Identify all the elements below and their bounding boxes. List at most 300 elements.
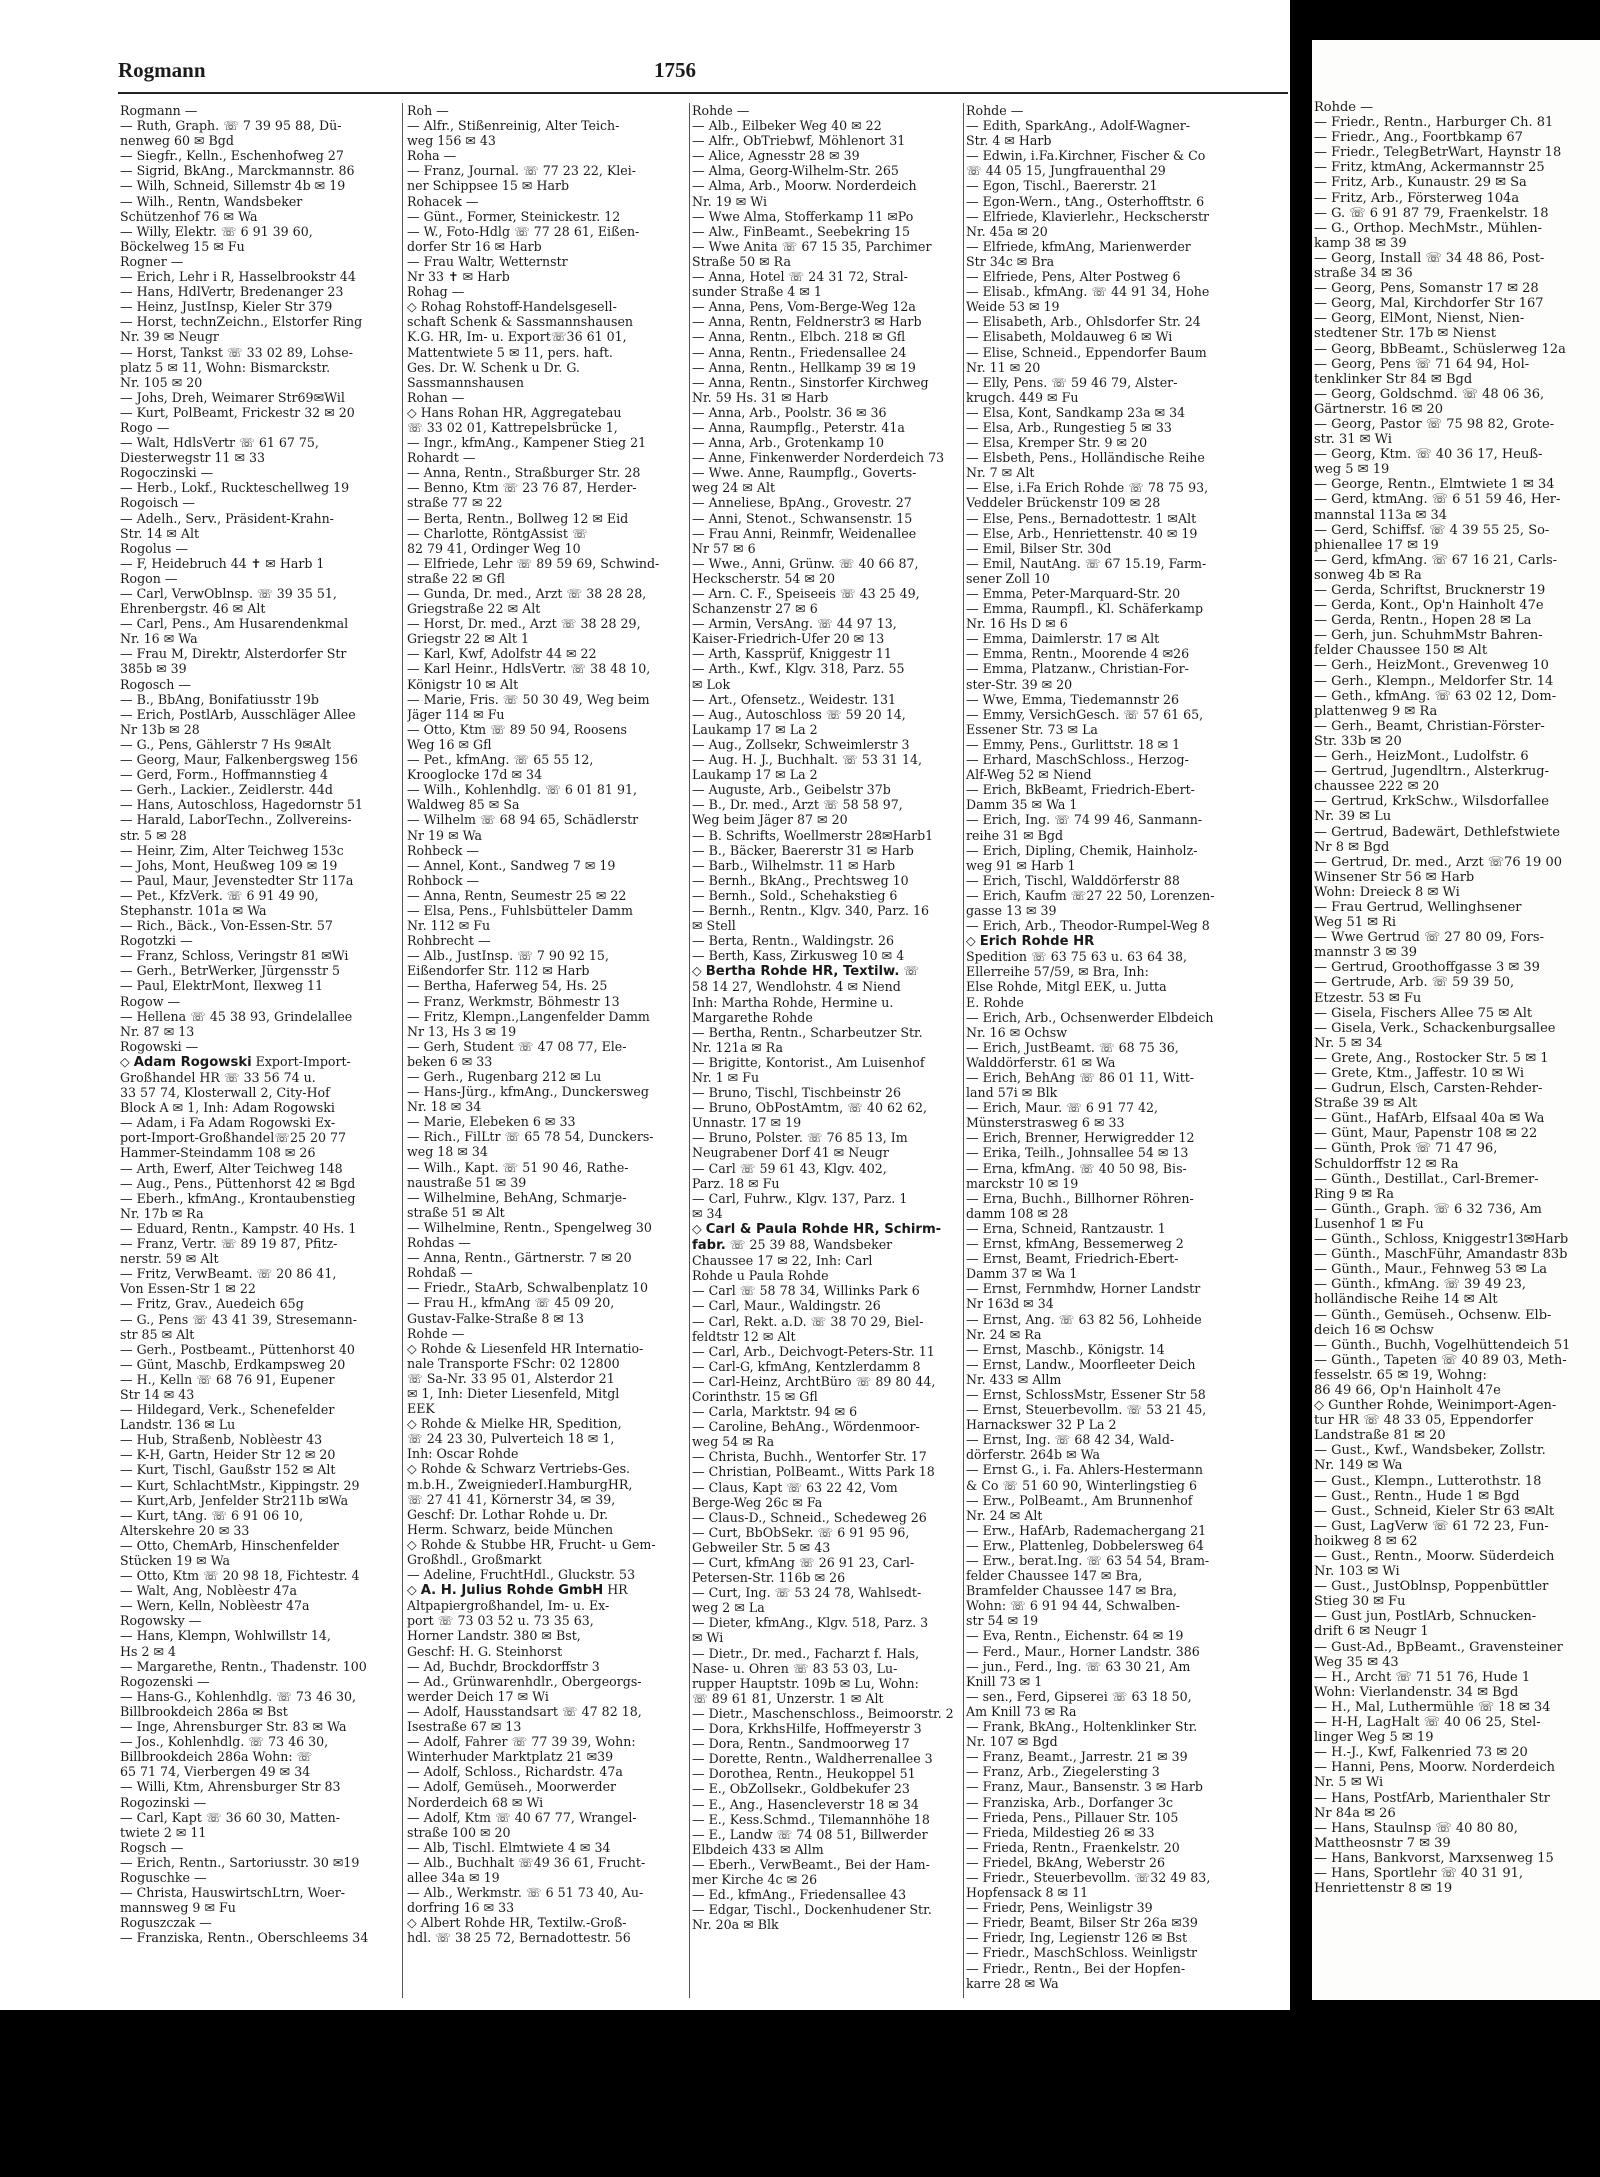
directory-entry: — Gust, LagVerw ☏ 61 72 23, Fun- [1314,1518,1549,1534]
directory-entry: — Ernst, Fernmhdw, Horner Landstr [966,1281,1201,1297]
directory-entry: — Horst, Dr. med., Arzt ☏ 38 28 29, [407,616,641,632]
directory-entry: port ☏ 73 03 52 u. 73 35 63, [407,1613,594,1629]
directory-entry: — Christa, HauswirtschLtrn, Woer- [120,1885,345,1901]
directory-entry: — George, Rentn., Elmtwiete 1 ✉ 34 [1314,477,1555,493]
directory-entry: Griegstr 22 ✉ Alt 1 [407,631,529,647]
directory-entry: deich 16 ✉ Ochsw [1314,1322,1434,1338]
directory-entry: ◇ Rohde & Liesenfeld HR Internatio- [407,1340,644,1356]
directory-entry: — Ingr., kfmAng., Kampener Stieg 21 [407,435,647,451]
directory-entry: holländische Reihe 14 ✉ Alt [1314,1292,1498,1308]
directory-entry: — Erich, Arb., Ochsenwerder Elbdeich [966,1009,1214,1025]
directory-entry: Alterskehre 20 ✉ 33 [120,1522,250,1538]
directory-entry: stedtener Str. 17b ✉ Nienst [1314,326,1496,342]
directory-entry: — G. ☏ 6 91 87 79, Fraenkelstr. 18 [1314,205,1549,221]
directory-entry: Schanzenstr 27 ✉ 6 [692,601,818,617]
directory-entry: — Friedr., MaschSchloss. Weinligstr [966,1945,1198,1961]
directory-entry: m.b.H., ZweigniederI.HamburgHR, [407,1476,633,1492]
directory-entry: Rogo — [120,419,170,435]
directory-entry: — H., Archt ☏ 71 51 76, Hude 1 [1314,1669,1531,1685]
directory-entry: ◇ Carl & Paula Rohde HR, Schirm- [692,1220,942,1237]
directory-entry: — Wilh., Kapt. ☏ 51 90 46, Rathe- [407,1159,629,1175]
directory-entry: Nr. 5 ✉ 34 [1314,1035,1383,1051]
directory-entry: kamp 38 ✉ 39 [1314,235,1407,251]
directory-entry: dorfring 16 ✉ 33 [407,1900,515,1916]
directory-entry: — Gerh., BetrWerker, Jürgensstr 5 [120,963,340,979]
directory-entry: mannstal 113a ✉ 34 [1314,507,1448,523]
directory-entry: gasse 13 ✉ 39 [966,902,1057,918]
directory-entry: 385b ✉ 39 [120,661,187,677]
directory-entry: — Günt., Former, Steinickestr. 12 [407,208,621,224]
directory-entry: — Elsa, Kont, Sandkamp 23a ✉ 34 [966,404,1186,420]
directory-entry: — Kurt, SchlachtMstr., Kippingstr. 29 [120,1477,360,1493]
directory-entry: — Wilhelmine, BehAng, Schmarje- [407,1189,627,1205]
directory-entry: — Edgar, Tischl., Dockenhudener Str. [692,1902,932,1918]
directory-entry: Rohde — [1314,100,1374,115]
directory-entry: — Erich, BehAng ☏ 86 01 11, Witt- [966,1070,1195,1085]
directory-entry: str. 5 ✉ 28 [120,827,187,843]
directory-entry: Straße 39 ✉ Alt [1314,1096,1418,1112]
directory-entry: Henriettenstr 8 ✉ 19 [1314,1881,1453,1897]
page-number: 1756 [654,58,696,82]
directory-entry: ✉ Lok [692,676,731,692]
directory-entry: — Edith, SparkAng., Adolf-Wagner- [966,118,1190,134]
directory-entry: — Alw., FinBeamt., Seebekring 15 [692,223,911,239]
directory-entry: Horner Landstr. 380 ✉ Bst, [407,1628,581,1644]
directory-entry: — Anna, Rentn., Elbch. 218 ✉ Gfl [692,329,906,345]
directory-entry: platz 5 ✉ 11, Wohn: Bismarckstr. [120,359,331,375]
directory-entry: Laukamp 17 ✉ La 2 [692,767,818,783]
directory-entry: — Erna, kfmAng. ☏ 40 50 98, Bis- [966,1160,1187,1176]
directory-entry: — Charlotte, RöntgAssist ☏ [407,525,588,541]
directory-entry: land 57i ✉ Blk [966,1085,1058,1101]
directory-entry: — Gisela, Verk., Schackenburgsallee [1314,1020,1556,1036]
directory-entry: — Günt, Maschb, Erdkampsweg 20 [120,1356,346,1372]
directory-entry: — Georg, Install ☏ 34 48 86, Post- [1314,250,1545,266]
directory-entry: Diesterwegstr 11 ✉ 33 [120,450,266,466]
directory-entry: Nr. 24 ✉ Ra [966,1326,1042,1342]
directory-entry: karre 28 ✉ Wa [966,1975,1059,1991]
directory-entry: Nr 13, Hs 3 ✉ 19 [407,1023,517,1039]
directory-entry: — Arth, Ewerf, Alter Teichweg 148 [120,1160,343,1176]
directory-entry: — Wern, Kelln, Noblèestr 47a [120,1598,310,1614]
directory-entry: 86 49 66, Op'n Hainholt 47e [1314,1382,1501,1398]
directory-entry: Rogosch — [120,676,191,692]
directory-entry: Damm 37 ✉ Wa 1 [966,1266,1078,1282]
directory-entry: — Alma, Georg-Wilhelm-Str. 265 [692,163,899,179]
directory-entry: — Pet., kfmAng. ☏ 65 55 12, [407,752,594,768]
directory-entry: Von Essen-Str 1 ✉ 22 [120,1281,256,1297]
directory-entry: — Franziska, Arb., Dorfanger 3c [966,1794,1174,1810]
directory-entry: — Benno, Ktm ☏ 23 76 87, Herder- [407,480,637,496]
directory-entry: tur HR ☏ 48 33 05, Eppendorfer [1314,1413,1534,1429]
directory-entry: — Anna, Rentn., Gärtnerstr. 7 ✉ 20 [407,1250,632,1266]
directory-entry: — Armin, VersAng. ☏ 44 97 13, [692,616,897,632]
directory-entry: — Gust jun, PostlArb, Schnucken- [1314,1609,1537,1625]
directory-entry: Rohde u Paula Rohde [692,1268,829,1284]
directory-entry: port-Import-Großhandel☏25 20 77 [120,1130,347,1146]
directory-entry: — Hans, Bankvorst, Marxsenweg 15 [1314,1850,1554,1866]
directory-entry: ☏ 89 61 81, Unzerstr. 1 ✉ Alt [692,1690,884,1706]
directory-entry: Roha — [407,148,457,164]
directory-entry: Schützenhof 76 ✉ Wa [120,208,258,224]
directory-entry: — Berta, Rentn., Bollweg 12 ✉ Eid [407,510,629,526]
directory-entry: — Fritz, Arb., Kunaustr. 29 ✉ Sa [1314,175,1527,191]
directory-entry: — H-H, LagHalt ☏ 40 06 25, Stel- [1314,1715,1541,1731]
directory-entry: — Sigrid, BkAng., Marckmannstr. 86 [120,163,355,179]
directory-entry: — Rich., FilLtr ☏ 65 78 54, Dunckers- [407,1129,654,1145]
directory-entry: Nr. 45a ✉ 20 [966,223,1048,239]
directory-entry: — Willy, Elektr. ☏ 6 91 39 60, [120,223,313,239]
directory-entry: fabr. ☏ 25 39 88, Wandsbeker [692,1237,893,1254]
directory-entry: — Günth., Buchh, Vogelhüttendeich 51 [1314,1337,1571,1353]
directory-entry: — Edwin, i.Fa.Kirchner, Fischer & Co [966,148,1206,164]
adjacent-page-column [1314,100,1592,2000]
directory-entry: — E., Kess.Schmd., Tilemannhöhe 18 [692,1811,930,1827]
directory-entry: & Co ☏ 51 60 90, Winterlingstieg 6 [966,1477,1197,1493]
directory-entry: — Anneliese, BpAng., Grovestr. 27 [692,495,912,511]
directory-entry: — Wilh, Schneid, Sillemstr 4b ✉ 19 [120,178,346,194]
directory-entry: — Emma, Raumpfl., Kl. Schäferkamp [966,601,1204,617]
directory-entry: feldtstr 12 ✉ Alt [692,1328,796,1344]
directory-entry: Veddeler Brückenstr 109 ✉ 28 [966,495,1161,511]
directory-entry: ☏ 44 05 15, Jungfrauenthal 29 [966,163,1166,179]
directory-entry: — Friedr., Ang., Foortbkamp 67 [1314,130,1523,146]
directory-entry: Hs 2 ✉ 4 [120,1643,177,1659]
directory-entry: — Gerd, Schiffsf. ☏ 4 39 55 25, So- [1314,522,1550,538]
directory-entry: — Elsa, Pens., Fuhlsbütteler Damm [407,902,633,918]
directory-entry: — Adolf, Gemüseh., Moorwerder [407,1779,617,1795]
directory-entry: — Friedr., StaArb, Schwalbenplatz 10 [407,1280,648,1296]
directory-entry: Bramfelder Chaussee 147 ✉ Bra, [966,1583,1177,1599]
directory-entry: — Anna, Rentn, Feldnerstr3 ✉ Harb [692,314,922,330]
directory-entry: Etzestr. 53 ✉ Fu [1314,990,1422,1006]
directory-entry: Herm. Schwarz, beide München [407,1521,614,1537]
directory-entry: — Erw., PolBeamt., Am Brunnenhof [966,1492,1193,1508]
directory-entry: — Elisab., kfmAng. ☏ 44 91 34, Hohe [966,284,1210,300]
directory-entry: — Arth., Kwf., Klgv. 318, Parz. 55 [692,661,905,677]
directory-entry: linger Weg 5 ✉ 19 [1314,1730,1434,1746]
directory-entry: — Günth., kfmAng. ☏ 39 49 23, [1314,1277,1527,1293]
directory-entry: Geschf: H. G. Steinhorst [407,1643,563,1659]
directory-entry: Wohn: Dreieck 8 ✉ Wi [1314,884,1460,900]
directory-entry: Knill 73 ✉ 1 [966,1673,1043,1689]
directory-entry: Griegstraße 22 ✉ Alt [407,601,541,617]
directory-entry: Ges. Dr. W. Schenk u Dr. G. [407,359,580,375]
directory-entry: — Otto, Ktm ☏ 20 98 18, Fichtestr. 4 [120,1568,360,1584]
directory-entry: — Hans-G., Kohlenhdlg. ☏ 73 46 30, [120,1688,356,1704]
directory-entry: — Gerh., Postbeamt., Püttenhorst 40 [120,1341,355,1357]
directory-entry: — jun., Ferd., Ing. ☏ 63 30 21, Am [966,1658,1191,1674]
directory-entry: — Gerda, Kont., Op'n Hainholt 47e [1314,598,1544,614]
directory-entry: — Georg, Maur, Falkenbergsweg 156 [120,752,358,768]
directory-entry: — Elfriede, Pens, Alter Postweg 6 [966,269,1181,285]
directory-entry: — Rich., Bäck., Von-Essen-Str. 57 [120,918,333,934]
directory-entry: — Emil, Bilser Str. 30d [966,540,1112,556]
directory-entry: — Ernst, Ing. ☏ 68 42 34, Wald- [966,1432,1175,1448]
directory-entry: — Siegfr., Kelln., Eschenhofweg 27 [120,148,344,164]
directory-entry: — Günth, Prok ☏ 71 47 96, [1314,1141,1498,1157]
directory-entry: Gärtnerstr. 16 ✉ 20 [1314,401,1444,417]
directory-entry: Roguszczak — [120,1915,212,1931]
directory-entry: Geschf: Dr. Lothar Rohde u. Dr. [407,1506,608,1522]
directory-entry: — Gertrud, KrkSchw., Wilsdorfallee [1314,794,1549,810]
directory-entry: — Erw., Plattenleg, Dobbelersweg 64 [966,1537,1204,1553]
directory-entry: — Adeline, FruchtHdl., Gluckstr. 53 [407,1567,636,1583]
directory-entry: — Alice, Agnesstr 28 ✉ 39 [692,148,860,164]
directory-entry: Winsener Str 56 ✉ Harb [1314,869,1475,885]
directory-entry: — Elfriede, Klavierlehr., Heckscherstr [966,208,1210,224]
directory-entry: ◇ Bertha Rohde HR, Textilw. ☏ [692,963,920,980]
directory-entry: — E., Ang., Hasencleverstr 18 ✉ 34 [692,1796,919,1812]
directory-entry: Str. 4 ✉ Harb [966,133,1052,149]
directory-entry: — Franz, Schloss, Veringstr 81 ✉Wi [120,948,349,964]
directory-entry: Nr. 121a ✉ Ra [692,1039,784,1055]
directory-entry: Landstr. 136 ✉ Lu [120,1417,236,1433]
directory-entry: Nr. 103 ✉ Wi [1314,1564,1400,1580]
directory-entry: — Walt, Ang, Noblèestr 47a [120,1583,298,1599]
directory-entry: str 85 ✉ Alt [120,1326,195,1342]
directory-entry: Hopfensack 8 ✉ 11 [966,1885,1089,1901]
directory-entry: — Erich, Lehr i R, Hasselbrookstr 44 [120,269,356,285]
directory-entry: — Ed., kfmAng., Friedensallee 43 [692,1887,907,1903]
directory-entry: Nr. 112 ✉ Fu [407,918,491,934]
directory-entry: — Anna, Rentn., Sinstorfer Kirchweg [692,374,929,390]
directory-entry: chaussee 222 ✉ 20 [1314,779,1440,795]
directory-entry: — Erich, Kaufm ☏27 22 50, Lorenzen- [966,887,1215,903]
directory-entry: — Anna, Rentn., Hellkamp 39 ✉ 19 [692,359,916,375]
directory-entry: — Georg, Goldschmd. ☏ 48 06 36, [1314,386,1545,402]
directory-entry: — Franz, Vertr. ☏ 89 19 87, Pfitz- [120,1236,338,1252]
directory-entry: — Eva, Rentn., Eichenstr. 64 ✉ 19 [966,1628,1184,1644]
directory-entry: — Bertha, Haferweg 54, Hs. 25 [407,978,608,994]
directory-entry: — Wilh., Rentn, Wandsbeker [120,193,303,209]
directory-entry: — Gust., Klempn., Lutterothstr. 18 [1314,1473,1542,1489]
directory-entry: — Dorette, Rentn., Waldherrenallee 3 [692,1751,933,1767]
directory-entry: — Art., Ofensetz., Weidestr. 131 [692,691,897,707]
directory-entry: — Gust., Rentn., Hude 1 ✉ Bgd [1314,1488,1520,1504]
header-rule [118,92,1288,94]
directory-entry: — Aug. H. J., Buchhalt. ☏ 53 31 14, [692,752,923,768]
directory-entry: — Friedr., Rentn., Harburger Ch. 81 [1314,115,1554,131]
directory-entry: — Eduard, Rentn., Kampstr. 40 Hs. 1 [120,1220,357,1236]
directory-entry: — Anna, Rentn, Seumestr 25 ✉ 22 [407,887,627,903]
directory-entry: — Gerh, jun. SchuhmMstr Bahren- [1314,628,1543,644]
directory-entry: — Johs, Dreh, Weimarer Str69✉Wil [120,389,345,405]
directory-entry: — Alfr., ObTriebwf, Möhlenort 31 [692,133,906,149]
directory-entry: hoikweg 8 ✉ 62 [1314,1533,1418,1549]
directory-entry: Billbrookdeich 286a Wohn: ☏ [120,1749,313,1765]
directory-entry: — Erich, Arb., Theodor-Rumpel-Weg 8 [966,918,1210,934]
directory-entry: ✉ 34 [692,1205,723,1221]
directory-entry: — Ernst, Landw., Moorfleeter Deich [966,1356,1196,1372]
directory-entry: Nr. 149 ✉ Wa [1314,1458,1403,1474]
directory-entry: naustraße 51 ✉ 39 [407,1174,527,1190]
directory-entry: — Ernst, Maschb., Königstr. 14 [966,1341,1165,1357]
directory-entry: — Friedr., Rentn., Bei der Hopfen- [966,1960,1186,1976]
directory-entry: Rogsch — [120,1839,184,1855]
directory-entry: — Adolf, Schloss., Richardstr. 47a [407,1764,623,1780]
directory-entry: — Anne, Finkenwerder Norderdeich 73 [692,450,945,466]
directory-entry: — Carl, Kapt ☏ 36 60 30, Matten- [120,1809,341,1825]
directory-entry: — Paul, Maur, Jevenstedter Str 117a [120,872,354,888]
directory-entry: Isestraße 67 ✉ 13 [407,1719,522,1735]
directory-entry: — Carl, Maur., Waldingstr. 26 [692,1298,881,1314]
directory-entry: Str. 33b ✉ 20 [1314,733,1402,749]
directory-entry: Altpapiergroßhandel, Im- u. Ex- [407,1598,610,1614]
directory-entry: — Wwe Gertrud ☏ 27 80 09, Fors- [1314,930,1544,946]
directory-entry: Damm 35 ✉ Wa 1 [966,797,1078,813]
directory-entry: — Bernh., Sold., Schehakstieg 6 [692,887,898,903]
directory-entry: — Ernst, Steuerbevollm. ☏ 53 21 45, [966,1402,1207,1418]
directory-entry: — Gerh., HeizMont., Ludolfstr. 6 [1314,749,1529,765]
directory-entry: Rogoczinski — [120,465,214,481]
directory-entry: schaft Schenk & Sassmannshausen [407,314,634,330]
directory-entry: — Friedr, Beamt, Bilser Str 26a ✉39 [966,1915,1198,1931]
directory-entry: — E., ObZollsekr., Goldbekufer 23 [692,1781,910,1797]
directory-entry: — sen., Ferd, Gipserei ☏ 63 18 50, [966,1688,1192,1704]
directory-entry: — Wilh., Kohlenhdlg. ☏ 6 01 81 91, [407,782,637,798]
directory-entry: Nr. 107 ✉ Bgd [966,1734,1058,1750]
directory-entry: Nr. 105 ✉ 20 [120,374,203,390]
directory-entry: — Christa, Buchh., Wentorfer Str. 17 [692,1449,927,1465]
directory-entry: — Elise, Schneid., Eppendorfer Baum [966,344,1207,360]
column-divider [689,103,690,1998]
directory-entry: Nr. 7 ✉ Alt [966,465,1035,481]
directory-entry: — Alb, Tischl. Elmtwiete 4 ✉ 34 [407,1839,611,1855]
directory-entry: — Johs, Mont, Heußweg 109 ✉ 19 [120,857,338,873]
directory-entry: — Erich, Ing. ☏ 74 99 46, Sanmann- [966,812,1203,828]
directory-entry: krugch. 449 ✉ Fu [966,389,1079,405]
directory-entry: mannstr 3 ✉ 39 [1314,945,1418,961]
directory-entry: — Fritz, Klempn.,Langenfelder Damm [407,1008,650,1024]
page-header [118,58,1288,84]
directory-entry: Waldweg 85 ✉ Sa [407,797,520,813]
directory-entry: — Emmy, Pens., Gurlittstr. 18 ✉ 1 [966,736,1181,752]
directory-entry: — Berta, Rentn., Waldingstr. 26 [692,933,894,949]
directory-entry: — Carl, Pens., Am Husarendenkmal [120,616,349,632]
directory-entry: — Adolf, Fahrer ☏ 77 39 39, Wohn: [407,1734,636,1750]
directory-entry: — Bertha, Rentn., Scharbeutzer Str. [692,1024,923,1040]
directory-entry: — Paul, ElektrMont, Ilexweg 11 [120,978,324,994]
directory-entry: Billbrookdeich 286a ✉ Bst [120,1703,288,1719]
directory-entry: — Hans-Jürg., kfmAng., Dunckersweg [407,1084,649,1100]
directory-entry: — Christian, PolBeamt., Witts Park 18 [692,1464,935,1480]
directory-entry: Rogmann — [120,103,198,118]
directory-column-3 [692,103,978,2003]
directory-entry: weg 2 ✉ La [692,1600,765,1616]
directory-entry: — Erich, PostlArb, Ausschläger Allee [120,706,356,722]
directory-entry: allee 34a ✉ 19 [407,1869,500,1885]
directory-entry: — Frau H., kfmAng ☏ 45 09 20, [407,1295,615,1311]
directory-entry: — Anna, Arb., Grotenkamp 10 [692,435,885,451]
directory-entry: — Günth., Graph. ☏ 6 32 736, Am [1314,1201,1542,1217]
directory-entry: — Caroline, BehAng., Wördenmoor- [692,1419,920,1435]
directory-entry: Nr. 16 ✉ Ochsw [966,1024,1067,1040]
directory-entry: — Dorothea, Rentn., Heukoppel 51 [692,1766,916,1782]
directory-entry: Weide 53 ✉ 19 [966,299,1060,315]
directory-entry: dörferstr. 264b ✉ Wa [966,1447,1100,1463]
directory-entry: Unnastr. 17 ✉ 19 [692,1115,802,1131]
directory-entry: 82 79 41, Ordinger Weg 10 [407,540,581,556]
directory-entry: — Alb., Werkmstr. ☏ 6 51 73 40, Au- [407,1885,644,1901]
directory-entry: — Gudrun, Elsch, Carsten-Rehder- [1314,1081,1543,1097]
directory-entry: — Anna, Rentn., Friedensallee 24 [692,344,907,360]
directory-entry: — Carl ☏ 58 78 34, Willinks Park 6 [692,1283,920,1299]
directory-entry: Rogner — [120,253,184,269]
directory-entry: — H., Mal, Luthermühle ☏ 18 ✉ 34 [1314,1699,1551,1715]
directory-entry: — Ad, Buchdr, Brockdorffstr 3 [407,1658,600,1674]
directory-entry: — Karl Heinr., HdlsVertr. ☏ 38 48 10, [407,661,651,677]
directory-entry: straße 34 ✉ 36 [1314,266,1413,282]
directory-entry: — Karl, Kwf, Adolfstr 44 ✉ 22 [407,646,597,662]
directory-entry: 65 71 74, Vierbergen 49 ✉ 34 [120,1764,311,1780]
directory-entry: — Gertrud, Dr. med., Arzt ☏76 19 00 [1314,854,1562,870]
directory-entry: — Curt, BbObSekr. ☏ 6 91 95 96, [692,1524,910,1540]
directory-entry: fesselstr. 65 ✉ 19, Wohng: [1314,1367,1487,1383]
directory-entry: Heckscherstr. 54 ✉ 20 [692,570,835,586]
directory-entry: nenweg 60 ✉ Bgd [120,133,234,149]
directory-entry: — Franziska, Rentn., Oberschleems 34 [120,1930,369,1946]
directory-entry: — Frank, BkAng., Holtenklinker Str. [966,1719,1198,1735]
directory-entry: rupper Hauptstr. 109b ✉ Lu, Wohn: [692,1675,919,1691]
directory-entry: ◇ Albert Rohde HR, Textilw.-Groß- [407,1915,627,1931]
directory-entry: ✉ 1, Inh: Dieter Liesenfeld, Mitgl [407,1385,620,1401]
directory-entry: Rohde — [692,103,750,118]
directory-entry: — Egon-Wern., tAng., Osterhofftstr. 6 [966,193,1205,209]
directory-entry: — Barb., Wilhelmstr. 11 ✉ Harb [692,857,896,873]
directory-entry: Block A ✉ 1, Inh: Adam Rogowski [120,1100,335,1116]
directory-entry: — Curt, kfmAng ☏ 26 91 23, Carl- [692,1555,915,1570]
directory-entry: — Berth, Kass, Zirkusweg 10 ✉ 4 [692,948,905,964]
directory-entry: Stücken 19 ✉ Wa [120,1553,230,1568]
directory-entry: — Aug., Zollsekr, Schweimlerstr 3 [692,736,910,752]
directory-entry: — Adelh., Serv., Präsident-Krahn- [120,510,334,526]
directory-entry: str. 31 ✉ Wi [1314,432,1392,448]
directory-entry: Nr. 39 ✉ Neugr [120,329,219,345]
directory-entry: — Bruno, Tischl, Tischbeinstr 26 [692,1085,902,1101]
directory-entry: Weg 16 ✉ Gfl [407,736,492,752]
directory-entry: ster-Str. 39 ✉ 20 [966,676,1073,692]
directory-entry: — G., Orthop. MechMstr., Mühlen- [1314,220,1543,236]
directory-column-4 [966,103,1252,2003]
directory-entry: — Gust., Rentn., Moorw. Süderdeich [1314,1549,1555,1564]
directory-entry: ✉ Stell [692,918,736,934]
directory-entry: Rohde — [966,103,1024,118]
column-divider [402,103,403,1998]
directory-entry: — F, Heidebruch 44 ✝ ✉ Harb 1 [120,555,325,571]
directory-entry: — Else, Pens., Bernadottestr. 1 ✉Alt [966,510,1197,526]
directory-entry: — Günt, Maur, Papenstr 108 ✉ 22 [1314,1126,1538,1142]
directory-entry: — Gisela, Fischers Allee 75 ✉ Alt [1314,1005,1533,1021]
directory-entry: Krooglocke 17d ✉ 34 [407,767,543,783]
directory-entry: — Friedel, BkAng, Weberstr 26 [966,1854,1166,1870]
directory-entry: — Elsa, Arb., Rungestieg 5 ✉ 33 [966,419,1172,435]
directory-entry: — Hildegard, Verk., Schenefelder [120,1402,335,1418]
directory-entry: — Margarethe, Rentn., Thadenstr. 100 [120,1658,367,1674]
directory-entry: — Pet., KfzVerk. ☏ 6 91 49 90, [120,887,319,903]
directory-entry: — Dietr., Dr. med., Facharzt f. Hals, [692,1645,920,1661]
directory-entry: — Alfr., Stißenreinig, Alter Teich- [407,118,620,134]
directory-entry: Gebweiler Str. 5 ✉ 43 [692,1539,831,1555]
directory-entry: Roh — [407,103,449,118]
directory-entry: Gustav-Falke-Straße 8 ✉ 13 [407,1310,585,1326]
directory-entry: Großhandel HR ☏ 33 56 74 u. [120,1070,316,1085]
directory-entry: — Carl-G, kfmAng, Kentzlerdamm 8 [692,1358,921,1374]
directory-entry: — Frieda, Rentn., Fraenkelstr. 20 [966,1839,1180,1855]
directory-entry: — Elfriede, kfmAng, Marienwerder [966,238,1191,254]
directory-entry: E. Rohde [966,994,1024,1010]
directory-entry: Rohbock — [407,872,480,888]
